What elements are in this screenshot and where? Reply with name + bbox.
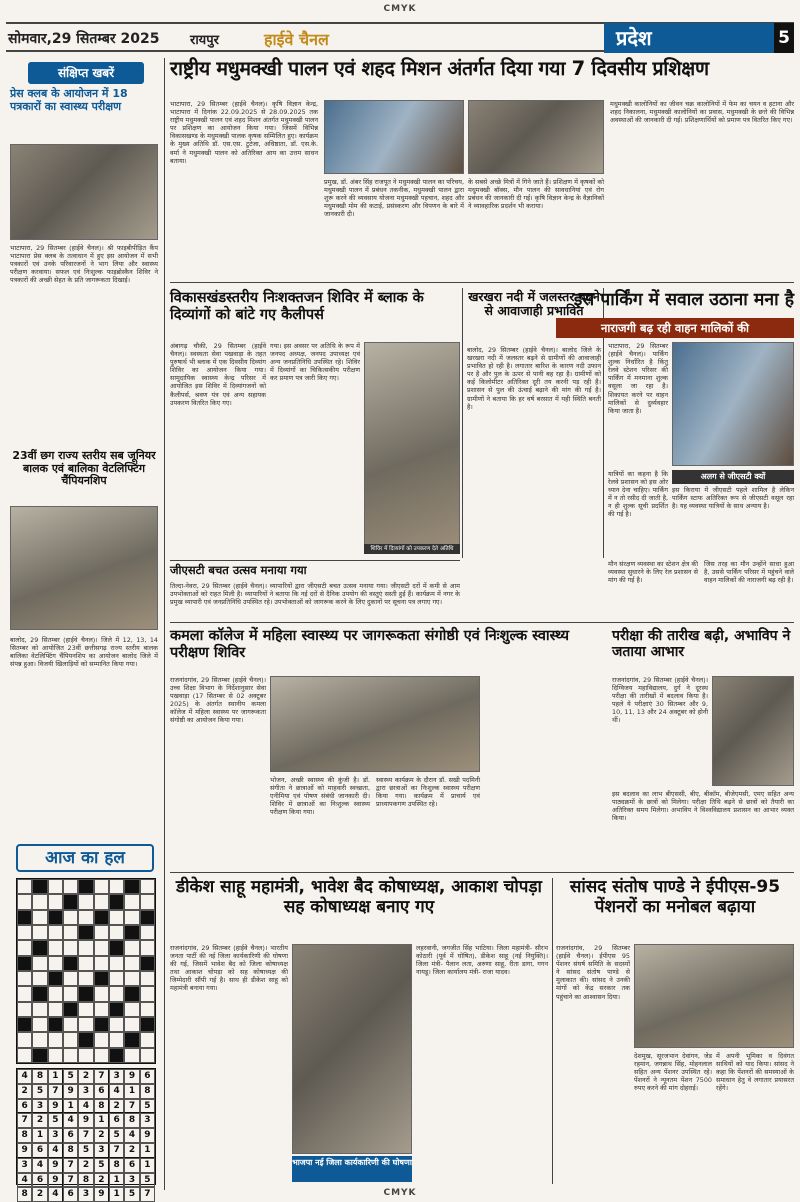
story-d-text: तिल्दा-नेवरा, 29 सितम्बर (हाईवे चैनल)। व्यापारियों द्वारा जीएसटी बचत उत्सव मनाया गया। जीएसटी दरों में कमी से आम उपभोक्ताओं को राहत मिली है। व्यापारियों ने बताया कि नई दरों से दैनिक उपयोग की वस्तुएं सस्ती हुई हैं। कार्यक्रम में नगर के प्रमुख व्यापारी एवं जनप्रतिनिधि उपस्थित रहे। उपभोक्ताओं को जागरूक करने के लिए दुकानों पर सूचना पत्र लगाए गए। (170, 582, 460, 607)
lead-text-2: प्रमुख, डॉ. अंबर सिंह राजपूत ने मधुमक्खी पालन का परिचय, मधुमक्खी पालन में प्रबंधन तकनीक, मधुमक्खी पालन द्वारा शुरू करने की व्यवसाय योजना मधुमक्खी पहचान, शहद और मधुमक्खी मोम की कटाई, प्रसंस्करण और विपणन के बारे में जानकारी दी। (324, 178, 464, 219)
sudoku-cell: 4 (63, 1113, 78, 1128)
sudoku-cell: 3 (32, 1099, 47, 1114)
story-h-headline: सांसद संतोष पाण्डे ने ईपीएस-95 पेंशनरों का मनोबल बढ़ाया (569, 877, 781, 917)
sudoku-cell: 5 (124, 1187, 139, 1202)
lead-headline: राष्ट्रीय मधुमक्खी पालन एवं शहद मिशन अंतर्गत दिया गया 7 दिवसीय प्रशिक्षण (170, 57, 709, 80)
masthead (6, 22, 794, 52)
sudoku-cell: 1 (140, 1158, 155, 1173)
sidebar-story-1: भाटापारा, 29 सितम्बर (हाईवे चैनल)। श्री फाइबीपीड़ित कैंप भाटापारा प्रेस क्लब के तत्वाधान में हुए इस आयोजन में सभी पत्रकारों एवं उनके परिवारजनों ने भाग लिया और स्वास्थ्य परीक्षण करवाया। सफल एवं निःशुल्क फाइब्रोस्कैन शिविर ने पत्रकारों की अच्छी सेहत के प्रति जागरूकता दिखाई। (10, 244, 158, 285)
sudoku-cell: 8 (17, 1187, 32, 1202)
sudoku-cell: 3 (140, 1113, 155, 1128)
sudoku-cell: 5 (140, 1099, 155, 1114)
story-g-text-2: लहरवानी, जगजीत सिंह भाटिया। जिला महामंत्री- सौरभ कोठारी (पूर्व में घोषित), डीकेश साहू (नई नियुक्ति)। जिला मंत्री- पैलान लता, अरुणा साहू, रीता डागा, गगन नायडू। जिला कार्यालय मंत्री- राजा यादव। (416, 944, 548, 977)
sudoku-grid (16, 1068, 156, 1200)
sudoku-cell: 9 (78, 1113, 93, 1128)
page-number: 5 (774, 23, 794, 53)
sudoku-cell: 5 (94, 1158, 109, 1173)
sudoku-cell: 5 (32, 1084, 47, 1099)
sudoku-cell: 9 (17, 1143, 32, 1158)
story-c-note: इस किराया में जीएसटी पहले शामिल है लेकिन पार्किंग स्टाफ अतिरिक्त रूप से जीएसटी वसूल रहा है। यह व्यवस्था यात्रियों के साथ अन्याय है। (672, 486, 794, 511)
sudoku-cell: 9 (63, 1084, 78, 1099)
calipers-caption: शिविर में दिव्यांगों को उपकरण देते अतिथि (364, 544, 460, 554)
sudoku-cell: 2 (124, 1143, 139, 1158)
seminar-photo (270, 676, 480, 772)
story-g-headline: डीकेश साहू महामंत्री, भावेश बैद कोषाध्यक्ष, आकाश चोपड़ा सह कोषाध्यक्ष बनाए गए (176, 877, 542, 917)
sudoku-cell: 5 (109, 1128, 124, 1143)
story-c-text-4: जिस तरह का मौन उन्होंने साधा हुआ है, उससे पार्किंग परिसर में पहुंचने वाले वाहन मालिकों की नाराजगी बढ़ रही है। (704, 560, 794, 585)
sudoku-cell: 9 (48, 1099, 63, 1114)
sudoku-cell: 1 (94, 1113, 109, 1128)
sudoku-cell: 4 (48, 1143, 63, 1158)
sidebar-headline-1: प्रेस क्लब के आयोजन में 18 पत्रकारों का स्वास्थ्य परीक्षण (10, 87, 128, 113)
sudoku-cell: 8 (63, 1143, 78, 1158)
parking-photo (672, 342, 794, 466)
sudoku-cell: 4 (17, 1069, 32, 1084)
story-a-text-1: अंबागढ़ चौकी, 29 सितम्बर (हाईवे चैनल)। स्वस्थता सेवा पखवाड़ा के तहत पुरुषार्थ भी ब्लाक में एक दिवसीय दिव्यांग शिविर का आयोजन किया गया। सामुदायिक स्वास्थ्य केन्द्र परिसर में आयोजित इस शिविर में दिव्यांगजनों को कैलीपर्स, श्रवण यंत्र एवं अन्य सहायक उपकरण वितरित किए गए। (170, 342, 266, 407)
sudoku-cell: 5 (78, 1143, 93, 1158)
story-e-text-3: स्वास्थ्य कार्यक्रम के दौरान डॉ. सखी पदमिनी द्वारा छात्राओं का निःशुल्क स्वास्थ्य परीक्षण किया गया। कार्यक्रम में प्राचार्य एवं प्राध्यापकगण उपस्थित रहे। (376, 776, 480, 809)
story-f-text-2: इस बदलाव का लाभ बीएससी, बीए, बीकॉम, बीजेएमसी, एमए सहित अन्य पाठ्यक्रमों के छात्रों को मिलेगा। परीक्षा तिथि बढ़ने से छात्रों को तैयारी का अतिरिक्त समय मिलेगा। अभाविप ने विश्वविद्यालय प्रशासन का आभार व्यक्त किया। (612, 790, 794, 823)
story-c-text-3: मौन संरक्षण व्यवस्था का स्टेशन क्षेत्र की व्यवस्था सुधारने के लिए रेल प्रशासन से मांग की गई है। (608, 560, 698, 585)
sudoku-cell: 8 (140, 1084, 155, 1099)
sudoku-cell: 8 (17, 1128, 32, 1143)
story-e-headline: कमला कॉलेज में महिला स्वास्थ्य पर जागरूकता संगोष्ठी एवं निःशुल्क स्वास्थ्य परीक्षण शिविर (170, 628, 570, 661)
edition-city: रायपुर (190, 33, 219, 48)
sudoku-cell: 8 (78, 1173, 93, 1188)
sudoku-cell: 4 (48, 1187, 63, 1202)
sudoku-cell: 7 (63, 1173, 78, 1188)
story-e-text-2: भोजन, अच्छी स्वास्थ्य की कुंजी है। डॉ. संगीता ने छात्राओं को माहवारी स्वच्छता, एनीमिया एवं पोषण संबंधी जानकारी दी। शिविर में छात्राओं का निःशुल्क स्वास्थ्य परीक्षण किया गया। (270, 776, 370, 817)
sudoku-cell: 7 (124, 1099, 139, 1114)
sudoku-cell: 6 (140, 1069, 155, 1084)
sudoku-cell: 8 (124, 1113, 139, 1128)
sudoku-cell: 3 (78, 1084, 93, 1099)
sudoku-cell: 1 (140, 1143, 155, 1158)
sudoku-cell: 8 (32, 1069, 47, 1084)
story-g-text-1: राजनांदगांव, 29 सितम्बर (हाईवे चैनल)। भारतीय जनता पार्टी की नई जिला कार्यकारिणी की घोषणा की गई, जिसमें भावेश बैद को जिला कोषाध्यक्ष तथा आकाश चोपड़ा को सह कोषाध्यक्ष की जिम्मेदारी सौंपी गई है। साथ ही डीकेश साहू को महामंत्री बनाया गया। (170, 944, 288, 993)
calipers-photo (364, 342, 460, 554)
sudoku-cell: 3 (17, 1158, 32, 1173)
story-a-headline: विकासखंडस्तरीय निःशक्तजन शिविर में ब्लाक के दिव्यांगों को बांटे गए कैलीपर्स (170, 290, 424, 323)
story-h-text-1: राजनांदगांव, 29 सितम्बर (हाईवे चैनल)। ईपीएस 95 पेंशनर संघर्ष समिति के सदस्यों ने सांसद संतोष पाण्डे से मुलाकात की। सांसद ने उनकी मांगों को केंद्र सरकार तक पहुंचाने का आश्वासन दिया। (556, 944, 630, 1001)
sudoku-cell: 9 (48, 1173, 63, 1188)
sudoku-cell: 4 (32, 1158, 47, 1173)
solution-heading: आज का हल (16, 844, 154, 872)
story-c-text-2: यात्रियों का कहना है कि रेलवे प्रशासन को इस ओर ध्यान देना चाहिए। पार्किंग में न तो रसीद दी जाती है, न ही शुल्क सूची प्रदर्शित की गई है। (608, 470, 668, 519)
sudoku-cell: 2 (78, 1158, 93, 1173)
weightlifting-photo (10, 506, 158, 630)
story-h-text-2: देशमुख, सूरजभान देवांगन, जेड रहमान, जगन्नाथ सिंह, मोहनलाल सहित अन्य पेंशनर उपस्थित रहे। पेंशनरों ने न्यूनतम पेंशन 7500 रुपए करने की मांग दोहराई। (634, 1052, 712, 1093)
sudoku-cell: 3 (109, 1069, 124, 1084)
press-club-photo (10, 144, 158, 240)
story-a-text-2: गया। इस अवसर पर अतिथि के रूप में जनपद अध्यक्ष, जनपद उपाध्यक्ष एवं अन्य जनप्रतिनिधि उपस्थित रहे। शिविर में दिव्यांगों का चिकित्सकीय परीक्षण कर प्रमाण पत्र जारी किए गए। (270, 342, 360, 383)
sidebar-headline-2: 23वीं छग राज्य स्तरीय सब जूनियर बालक एवं बालिका वेटलिफ्टिंग चैंपियनशिप (12, 449, 156, 488)
sudoku-cell: 8 (109, 1158, 124, 1173)
sudoku-cell: 7 (63, 1158, 78, 1173)
sudoku-cell: 2 (32, 1113, 47, 1128)
sudoku-cell: 3 (124, 1173, 139, 1188)
sudoku-cell: 4 (124, 1128, 139, 1143)
sudoku-cell: 3 (94, 1143, 109, 1158)
sudoku-cell: 2 (94, 1128, 109, 1143)
sudoku-cell: 9 (140, 1128, 155, 1143)
sudoku-cell: 6 (63, 1128, 78, 1143)
section-title: प्रदेश (604, 23, 778, 53)
issue-date: सोमवार,29 सितम्बर 2025 (8, 31, 160, 47)
story-f-headline: परीक्षा की तारीख बढ़ी, अभाविप ने जताया आभार (612, 628, 791, 661)
sudoku-cell: 7 (78, 1128, 93, 1143)
sudoku-cell: 9 (48, 1158, 63, 1173)
sudoku-cell: 2 (32, 1187, 47, 1202)
print-marker: CMYK (383, 4, 417, 14)
sudoku-cell: 6 (32, 1143, 47, 1158)
bjp-photo-caption: भाजपा नई जिला कार्यकारिणी की घोषणा (292, 1156, 412, 1182)
sudoku-cell: 5 (63, 1069, 78, 1084)
sudoku-cell: 1 (32, 1128, 47, 1143)
lead-text-3: के सबसे अच्छे मित्रों में गिने जाते हैं। प्रशिक्षण में कृषकों को मधुमक्खी बॉक्स, मौन पालन की सावधानियां एवं रोग प्रबंधन की जानकारी दी गई। कृषि विज्ञान केन्द्र के वैज्ञानिकों ने व्यावहारिक प्रदर्शन भी कराया। (468, 178, 604, 211)
sudoku-cell: 1 (48, 1069, 63, 1084)
sudoku-cell: 7 (109, 1143, 124, 1158)
sudoku-cell: 6 (63, 1187, 78, 1202)
abvp-photo (712, 676, 794, 786)
sudoku-cell: 6 (32, 1173, 47, 1188)
sudoku-cell: 1 (109, 1187, 124, 1202)
sudoku-cell: 9 (94, 1187, 109, 1202)
sudoku-cell: 4 (109, 1084, 124, 1099)
bjp-members-photo (292, 944, 412, 1154)
print-marker-bottom: CMYK (383, 1188, 417, 1198)
sudoku-cell: 7 (48, 1084, 63, 1099)
story-c-text-1: भाटापारा, 29 सितम्बर (हाईवे चैनल)। पार्किंग शुल्क निर्धारित है किंतु रेलवे स्टेशन परिसर की पार्किंग में मनमाना शुल्क वसूला जा रहा है। शिकायत करने पर वाहन मालिकों से दुर्व्यवहार किया जाता है। (608, 342, 668, 415)
sidebar-story-2: बालोद, 29 सितम्बर (हाईवे चैनल)। जिले में 12, 13, 14 सितम्बर को आयोजित 23वीं छत्तीसगढ़ राज्य स्तरीय बालक बालिका वेटलिफ्टिंग चैंपियनशिप का आयोजन बालोद जिले में संपन्न हुआ। विजयी खिलाड़ियों को सम्मानित किया गया। (10, 636, 158, 669)
sudoku-cell: 6 (109, 1113, 124, 1128)
sudoku-cell: 1 (109, 1173, 124, 1188)
sudoku-cell: 5 (140, 1173, 155, 1188)
sudoku-cell: 7 (17, 1113, 32, 1128)
sudoku-cell: 2 (94, 1173, 109, 1188)
gst-caption: अलग से जीएसटी क्यों (672, 470, 794, 484)
sudoku-cell: 3 (78, 1187, 93, 1202)
sudoku-cell: 2 (109, 1099, 124, 1114)
newspaper-logo: हाईवे चैनल (264, 30, 329, 49)
story-b-text: बालोद, 29 सितम्बर (हाईवे चैनल)। बालोद जिले के खरखरा नदी में जलस्तर बढ़ने से ग्रामीणों की आवाजाही प्रभावित हो रही है। लगातार बारिश के कारण नदी उफान पर है और पुल के ऊपर से पानी बह रहा है। ग्रामीणों को कई किलोमीटर अतिरिक्त दूरी तय करनी पड़ रही है। प्रशासन से पुल की ऊंचाई बढ़ाने की मांग की गई है। ग्रामीणों ने बताया कि हर वर्ष बरसात में यही स्थिति बनती है। (467, 346, 601, 411)
story-c-subheadline: नाराजगी बढ़ रही वाहन मालिकों की (556, 318, 794, 338)
story-d-headline: जीएसटी बचत उत्सव मनाया गया (170, 563, 307, 577)
lead-text-4: मधुमक्खी कालोनियों का जीवन चक्र कालोनियों में फेम का चयन व हटाना और शहद निकालना, मधुमक्खी कालोनियों का प्रवास, मधुमक्खी के छत्ते की विभिन्न अवस्थाओं की जानकारी दी गई। प्रशिक्षणार्थियों को प्रमाण पत्र वितरित किए गए। (610, 100, 794, 125)
sudoku-cell: 9 (124, 1069, 139, 1084)
sudoku-cell: 1 (124, 1084, 139, 1099)
sudoku-cell: 5 (48, 1113, 63, 1128)
sudoku-cell: 8 (94, 1099, 109, 1114)
sudoku-cell: 6 (124, 1158, 139, 1173)
sudoku-cell: 3 (48, 1128, 63, 1143)
sidebar (6, 58, 161, 1200)
sudoku-cell: 7 (94, 1069, 109, 1084)
sudoku-cell: 6 (94, 1084, 109, 1099)
sudoku-cell: 4 (17, 1173, 32, 1188)
sudoku-cell: 2 (17, 1084, 32, 1099)
beekeeping-photo-1 (324, 100, 464, 174)
story-e-text-1: राजनांदगांव, 29 सितम्बर (हाईवे चैनल)। उच्च शिक्षा विभाग के निर्देशानुसार सेवा पखवाड़ा (17 सितम्बर से 02 अक्टूबर 2025) के अंतर्गत स्थानीय कमला कॉलेज में महिला स्वास्थ्य पर जागरूकता संगोष्ठी का आयोजन किया गया। (170, 676, 266, 725)
story-f-text-1: राजनांदगांव, 29 सितम्बर (हाईवे चैनल)। दिग्विजय महाविद्यालय, दुर्ग ने दूरस्थ परीक्षा की तारीखों में बदलाव किया है। पहले ये परीक्षाएं 30 सितम्बर और 9, 10, 11, 13 और 24 अक्टूबर को होनी थीं। (612, 676, 708, 725)
sudoku-cell: 6 (17, 1099, 32, 1114)
sudoku-cell: 1 (63, 1099, 78, 1114)
sudoku-cell: 2 (78, 1069, 93, 1084)
beekeeping-photo-2 (468, 100, 604, 174)
story-h-text-3: में अपनी भूमिका व दिवंगत साथियों को याद किया। सांसद ने कहा कि पेंशनरों की समस्याओं के समाधान हेतु वे लगातार प्रयासरत रहेंगे। (716, 1052, 794, 1093)
sudoku-cell: 7 (140, 1187, 155, 1202)
sudoku-cell: 4 (78, 1099, 93, 1114)
story-b-headline: खरखरा नदी में जलस्तर बढ़ने से आवाजाही प्रभावित (468, 289, 600, 319)
pensioners-photo (634, 944, 794, 1048)
story-c-headline: इस पार्किंग में सवाल उठाना मना है (573, 290, 794, 310)
crossword-grid (16, 878, 156, 1064)
lead-text-1: भाटापारा, 29 सितम्बर (हाईवे चैनल)। कृषि विज्ञान केन्द्र, भाटापारा में दिनांक 22.09.2025 से 28.09.2025 तक राष्ट्रीय मधुमक्खी पालन एवं शहद मिशन अंतर्गत मधुमक्खी पालन पर प्रशिक्षण का आयोजन किया गया। जिसमें विभिन्न विकासखण्ड के मधुमक्खी पालक कृषक सम्मिलित हुए। कार्यक्रम के मुख्य अतिथि डॉ. एस.एस. टुटेजा, अधिष्ठाता, डॉ. एस.के. वर्मा ने मधुमक्खी पालन को अतिरिक्त आय का उत्तम साधन बताया। (170, 100, 318, 165)
brief-news-tag: संक्षिप्त खबरें (28, 62, 144, 84)
